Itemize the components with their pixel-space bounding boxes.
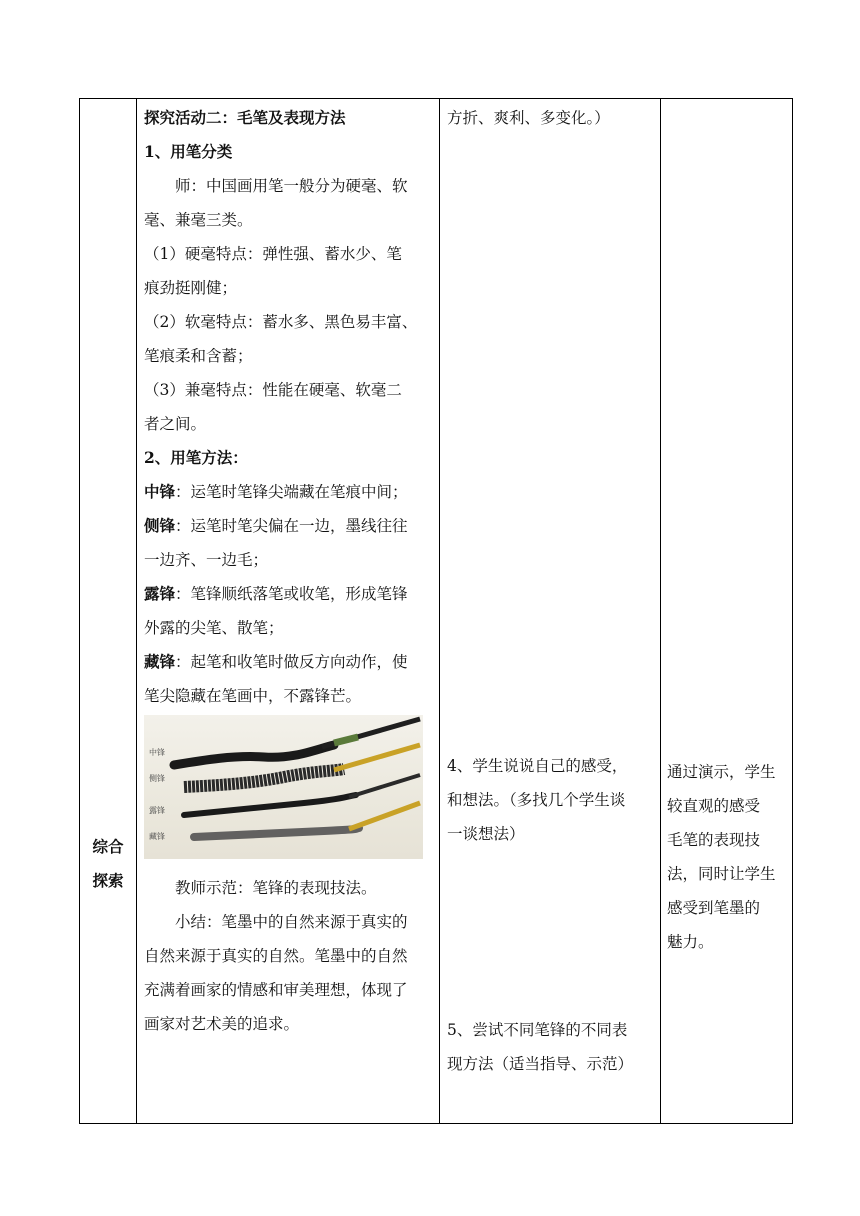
image-label-cangfeng: 藏锋 xyxy=(149,832,165,841)
lufeng-label: 露锋 xyxy=(144,584,176,603)
lufeng-line-1 xyxy=(144,577,439,611)
brush-4-icon xyxy=(349,803,420,829)
zhongfeng-line xyxy=(144,475,439,509)
activity-heading: 探究活动二：毛笔及表现方法 xyxy=(144,108,346,127)
student-activity-cell xyxy=(447,99,659,1123)
intent-line-6: 魅力。 xyxy=(667,933,714,951)
item-4-line-1: 4、学生说说自己的感受， xyxy=(447,757,628,775)
cangfeng-stroke xyxy=(194,828,359,837)
image-label-zhongfeng: 中锋 xyxy=(149,748,165,757)
teacher-intro-line-2: 毫、兼毫三类。 xyxy=(144,211,253,229)
section-1-title: 1、用笔分类 xyxy=(144,142,233,161)
cangfeng-text-1: ：起笔和收笔时做反方向动作，使 xyxy=(175,653,408,671)
cefeng-stroke xyxy=(184,769,344,787)
table-divider-3 xyxy=(660,99,661,1123)
table-divider-1 xyxy=(136,99,137,1123)
hard-brush-line-2: 痕劲挺刚健； xyxy=(144,279,238,297)
brush-strokes-svg xyxy=(144,715,423,859)
cefeng-line-2: 一边齐、一边毛； xyxy=(144,551,269,569)
image-label-cefeng: 侧锋 xyxy=(149,774,165,783)
soft-brush-line-1: （2）软毫特点：蓄水多、黑色易丰富、 xyxy=(144,313,418,331)
summary-line-4: 画家对艺术美的追求。 xyxy=(144,1015,300,1033)
item-5-line-1: 5、尝试不同笔锋的不同表 xyxy=(447,1021,628,1039)
summary-line-1: 小结：笔墨中的自然来源于真实的 xyxy=(144,913,408,931)
lesson-table xyxy=(79,98,793,1124)
item-5-line-2: 现方法（适当指导、示范） xyxy=(447,1055,634,1073)
demo-caption: 教师示范：笔锋的表现技法。 xyxy=(144,879,377,897)
category-cell xyxy=(79,99,136,1123)
lufeng-text-1: ：笔锋顺纸落笔或收笔，形成笔锋 xyxy=(175,585,408,603)
lufeng-line-2: 外露的尖笔、散笔； xyxy=(144,619,284,637)
soft-brush-line-2: 笔痕柔和含蓄； xyxy=(144,347,253,365)
zhongfeng-text: ：运笔时笔锋尖端藏在笔痕中间； xyxy=(175,483,408,501)
intent-line-4: 法，同时让学生 xyxy=(667,865,776,883)
brush-2-icon xyxy=(334,745,420,770)
zhongfeng-label: 中锋 xyxy=(144,482,176,501)
cefeng-text-1: ：运笔时笔尖偏在一边，墨线往往 xyxy=(175,517,408,535)
brush-technique-image xyxy=(144,715,423,859)
item-4-line-3: 一谈想法） xyxy=(447,825,525,843)
category-label: 综合探索 xyxy=(92,837,124,890)
hard-brush-line-1: （1）硬毫特点：弹性强、蓄水少、笔 xyxy=(144,245,402,263)
brush-1-ferrule xyxy=(334,737,358,743)
item-4-line-2: 和想法。（多找几个学生谈 xyxy=(447,791,626,809)
mixed-brush-line-1: （3）兼毫特点：性能在硬毫、软毫二 xyxy=(144,381,402,399)
intent-line-2: 较直观的感受 xyxy=(667,797,761,815)
cefeng-line-1 xyxy=(144,509,439,543)
intent-line-3: 毛笔的表现技 xyxy=(667,831,761,849)
activity-cell xyxy=(144,99,439,1123)
cangfeng-label: 藏锋 xyxy=(144,652,176,671)
student-top-line: 方折、爽利、多变化。） xyxy=(447,109,610,127)
intent-line-5: 感受到笔墨的 xyxy=(667,899,761,917)
cefeng-label: 侧锋 xyxy=(144,516,176,535)
section-2-title: 2、用笔方法： xyxy=(144,448,248,467)
brush-3-icon xyxy=(349,775,420,797)
summary-line-3: 充满着画家的情感和审美理想，体现了 xyxy=(144,981,408,999)
table-divider-2 xyxy=(439,99,440,1123)
lufeng-stroke xyxy=(184,795,356,815)
summary-line-2: 自然来源于真实的自然。笔墨中的自然 xyxy=(144,947,408,965)
zhongfeng-stroke xyxy=(174,745,334,765)
image-label-lufeng: 露锋 xyxy=(149,806,165,815)
cangfeng-line-2: 笔尖隐藏在笔画中，不露锋芒。 xyxy=(144,687,362,705)
teacher-intro-line-1: 师：中国画用笔一般分为硬毫、软 xyxy=(144,177,408,195)
cangfeng-line-1 xyxy=(144,645,439,679)
design-intent-cell xyxy=(667,99,793,1123)
mixed-brush-line-2: 者之间。 xyxy=(144,415,207,433)
intent-line-1: 通过演示，学生 xyxy=(667,763,776,781)
